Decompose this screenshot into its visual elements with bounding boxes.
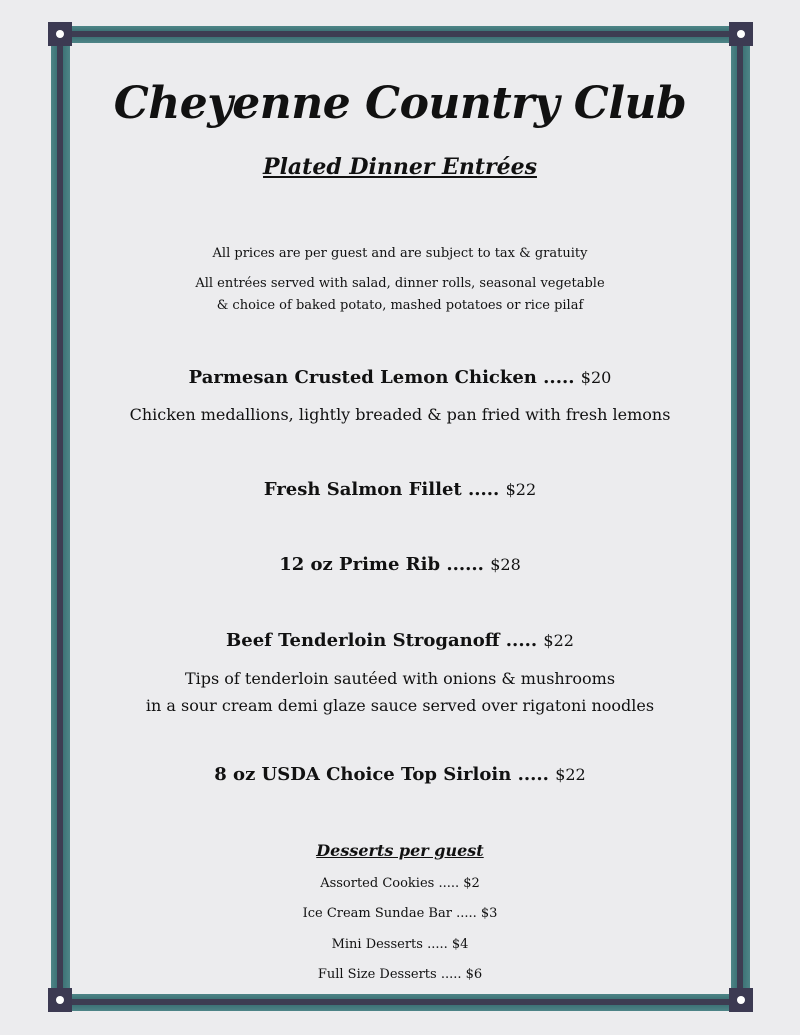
dessert-item: Full Size Desserts ..... $6: [317, 967, 483, 982]
entree-description: Chicken medallions, lightly breaded & pan fried with fresh lemons: [129, 405, 671, 424]
page-title: Cheyenne Country Club: [113, 78, 687, 129]
border-right: [731, 34, 750, 1001]
entree-price: $22: [543, 631, 574, 650]
entree-name: 12 oz Prime Rib ......: [279, 554, 484, 575]
entree-name: Parmesan Crusted Lemon Chicken .....: [188, 367, 575, 388]
entree-name: Fresh Salmon Fillet .....: [263, 479, 500, 500]
border-bottom: [60, 994, 740, 1011]
pricing-note: All prices are per guest and are subject to tax & gratuity: [212, 246, 588, 261]
corner-ornament-icon: [48, 988, 72, 1012]
entree-price: $22: [505, 480, 537, 499]
entree-item: [80, 367, 720, 388]
entree-price: $22: [555, 765, 586, 784]
entree-description: Tips of tenderloin sautéed with onions & mushrooms: [184, 669, 616, 688]
entree-item: [80, 479, 720, 500]
dessert-item: Ice Cream Sundae Bar ..... $3: [302, 906, 498, 921]
served-with-note-2: & choice of baked potato, mashed potatoes or rice pilaf: [216, 298, 584, 313]
dessert-item: Mini Desserts ..... $4: [331, 937, 469, 952]
corner-ornament-icon: [729, 22, 753, 46]
desserts-heading: Desserts per guest: [316, 841, 484, 860]
entree-price: $28: [490, 555, 521, 574]
served-with-note: All entrées served with salad, dinner rolls, seasonal vegetable: [195, 276, 605, 291]
entree-item: [80, 630, 720, 651]
entree-item: [80, 554, 720, 575]
border-left: [51, 34, 70, 1001]
dessert-item: Assorted Cookies ..... $2: [320, 876, 480, 891]
entree-item: [80, 764, 720, 785]
page-subtitle: Plated Dinner Entrées: [263, 154, 537, 180]
border-top: [60, 26, 740, 43]
entree-price: $20: [580, 368, 612, 387]
corner-ornament-icon: [729, 988, 753, 1012]
entree-name: 8 oz USDA Choice Top Sirloin .....: [214, 764, 549, 785]
entree-name: Beef Tenderloin Stroganoff .....: [226, 630, 538, 651]
corner-ornament-icon: [48, 22, 72, 46]
entree-description: in a sour cream demi glaze sauce served over rigatoni noodles: [145, 696, 655, 715]
